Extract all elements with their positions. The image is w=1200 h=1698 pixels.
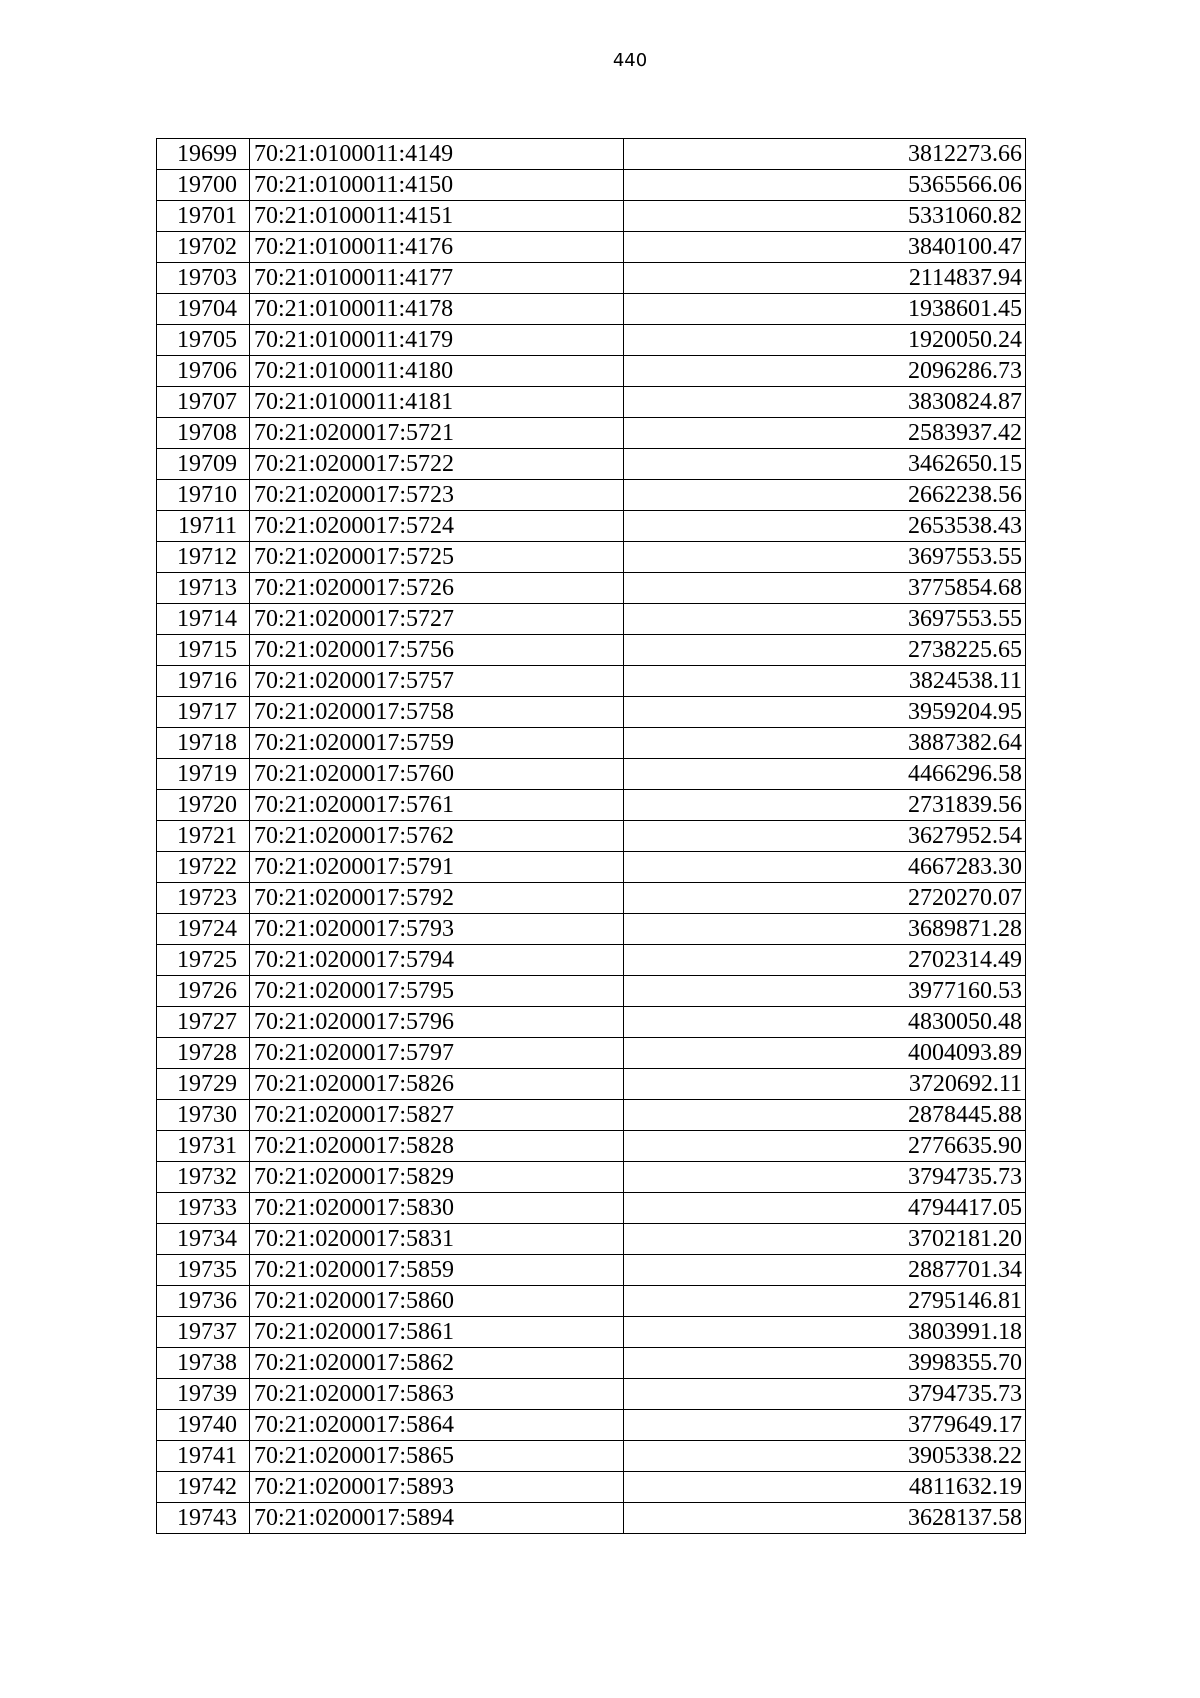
cadastral-value-cell: 3812273.66 xyxy=(624,139,1026,170)
row-number-cell: 19705 xyxy=(157,325,250,356)
cadastral-number-cell: 70:21:0200017:5794 xyxy=(250,945,624,976)
row-number-cell: 19740 xyxy=(157,1410,250,1441)
row-number-cell: 19736 xyxy=(157,1286,250,1317)
table-row xyxy=(157,1348,1026,1379)
cadastral-value-cell: 3697553.55 xyxy=(624,542,1026,573)
row-number-cell: 19703 xyxy=(157,263,250,294)
cadastral-value-cell: 2662238.56 xyxy=(624,480,1026,511)
row-number-cell: 19719 xyxy=(157,759,250,790)
cadastral-number-cell: 70:21:0100011:4176 xyxy=(250,232,624,263)
table-row xyxy=(157,1100,1026,1131)
row-number-cell: 19712 xyxy=(157,542,250,573)
cadastral-number-cell: 70:21:0200017:5792 xyxy=(250,883,624,914)
row-number-cell: 19715 xyxy=(157,635,250,666)
cadastral-number-cell: 70:21:0200017:5723 xyxy=(250,480,624,511)
cadastral-value-cell: 4830050.48 xyxy=(624,1007,1026,1038)
row-number-cell: 19704 xyxy=(157,294,250,325)
table-row xyxy=(157,1038,1026,1069)
cadastral-value-cell: 2878445.88 xyxy=(624,1100,1026,1131)
cadastral-number-cell: 70:21:0200017:5861 xyxy=(250,1317,624,1348)
cadastral-number-cell: 70:21:0200017:5761 xyxy=(250,790,624,821)
cadastral-number-cell: 70:21:0200017:5830 xyxy=(250,1193,624,1224)
cadastral-number-cell: 70:21:0200017:5796 xyxy=(250,1007,624,1038)
cadastral-value-cell: 3779649.17 xyxy=(624,1410,1026,1441)
table-row xyxy=(157,1131,1026,1162)
cadastral-number-cell: 70:21:0200017:5864 xyxy=(250,1410,624,1441)
cadastral-number-cell: 70:21:0200017:5756 xyxy=(250,635,624,666)
cadastral-value-cell: 4004093.89 xyxy=(624,1038,1026,1069)
cadastral-value-cell: 2653538.43 xyxy=(624,511,1026,542)
cadastral-number-cell: 70:21:0100011:4181 xyxy=(250,387,624,418)
cadastral-number-cell: 70:21:0200017:5758 xyxy=(250,697,624,728)
row-number-cell: 19739 xyxy=(157,1379,250,1410)
table-row xyxy=(157,542,1026,573)
table-row xyxy=(157,387,1026,418)
cadastral-number-cell: 70:21:0100011:4179 xyxy=(250,325,624,356)
row-number-cell: 19728 xyxy=(157,1038,250,1069)
row-number-cell: 19721 xyxy=(157,821,250,852)
cadastral-value-cell: 3720692.11 xyxy=(624,1069,1026,1100)
cadastral-value-cell: 2583937.42 xyxy=(624,418,1026,449)
cadastral-value-cell: 3830824.87 xyxy=(624,387,1026,418)
cadastral-value-cell: 3803991.18 xyxy=(624,1317,1026,1348)
row-number-cell: 19701 xyxy=(157,201,250,232)
table-row xyxy=(157,821,1026,852)
cadastral-value-cell: 3775854.68 xyxy=(624,573,1026,604)
table-row xyxy=(157,1410,1026,1441)
cadastral-value-cell: 3794735.73 xyxy=(624,1379,1026,1410)
cadastral-number-cell: 70:21:0200017:5863 xyxy=(250,1379,624,1410)
cadastral-value-cell: 3462650.15 xyxy=(624,449,1026,480)
cadastral-number-cell: 70:21:0100011:4177 xyxy=(250,263,624,294)
table-row xyxy=(157,263,1026,294)
table-row xyxy=(157,1472,1026,1503)
cadastral-number-cell: 70:21:0200017:5893 xyxy=(250,1472,624,1503)
cadastral-value-cell: 2731839.56 xyxy=(624,790,1026,821)
cadastral-number-cell: 70:21:0200017:5862 xyxy=(250,1348,624,1379)
cadastral-number-cell: 70:21:0100011:4151 xyxy=(250,201,624,232)
cadastral-number-cell: 70:21:0200017:5724 xyxy=(250,511,624,542)
row-number-cell: 19699 xyxy=(157,139,250,170)
cadastral-number-cell: 70:21:0100011:4180 xyxy=(250,356,624,387)
table-row xyxy=(157,1224,1026,1255)
cadastral-number-cell: 70:21:0200017:5826 xyxy=(250,1069,624,1100)
table-row xyxy=(157,697,1026,728)
cadastral-value-cell: 2096286.73 xyxy=(624,356,1026,387)
table-row xyxy=(157,573,1026,604)
cadastral-number-cell: 70:21:0100011:4150 xyxy=(250,170,624,201)
table-row xyxy=(157,1441,1026,1472)
row-number-cell: 19738 xyxy=(157,1348,250,1379)
table-row xyxy=(157,1503,1026,1534)
table-row xyxy=(157,1255,1026,1286)
cadastral-value-cell: 4811632.19 xyxy=(624,1472,1026,1503)
row-number-cell: 19707 xyxy=(157,387,250,418)
row-number-cell: 19741 xyxy=(157,1441,250,1472)
cadastral-number-cell: 70:21:0200017:5859 xyxy=(250,1255,624,1286)
table-row xyxy=(157,790,1026,821)
row-number-cell: 19717 xyxy=(157,697,250,728)
row-number-cell: 19725 xyxy=(157,945,250,976)
row-number-cell: 19731 xyxy=(157,1131,250,1162)
table-row xyxy=(157,480,1026,511)
cadastral-number-cell: 70:21:0200017:5793 xyxy=(250,914,624,945)
table-row xyxy=(157,976,1026,1007)
row-number-cell: 19708 xyxy=(157,418,250,449)
page-number: 440 xyxy=(612,50,648,71)
cadastral-number-cell: 70:21:0200017:5860 xyxy=(250,1286,624,1317)
table-row xyxy=(157,1379,1026,1410)
cadastral-number-cell: 70:21:0200017:5760 xyxy=(250,759,624,790)
table-row xyxy=(157,914,1026,945)
cadastral-number-cell: 70:21:0200017:5827 xyxy=(250,1100,624,1131)
cadastral-number-cell: 70:21:0200017:5721 xyxy=(250,418,624,449)
cadastral-number-cell: 70:21:0200017:5759 xyxy=(250,728,624,759)
cadastral-value-cell: 1938601.45 xyxy=(624,294,1026,325)
cadastral-value-cell: 2887701.34 xyxy=(624,1255,1026,1286)
table-row xyxy=(157,511,1026,542)
table-row xyxy=(157,635,1026,666)
table-row xyxy=(157,759,1026,790)
row-number-cell: 19742 xyxy=(157,1472,250,1503)
cadastral-number-cell: 70:21:0200017:5831 xyxy=(250,1224,624,1255)
cadastral-value-cell: 3824538.11 xyxy=(624,666,1026,697)
cadastral-value-cell: 2795146.81 xyxy=(624,1286,1026,1317)
cadastral-number-cell: 70:21:0200017:5795 xyxy=(250,976,624,1007)
row-number-cell: 19735 xyxy=(157,1255,250,1286)
row-number-cell: 19732 xyxy=(157,1162,250,1193)
cadastral-value-cell: 3702181.20 xyxy=(624,1224,1026,1255)
cadastral-value-cell: 2776635.90 xyxy=(624,1131,1026,1162)
cadastral-value-cell: 3628137.58 xyxy=(624,1503,1026,1534)
table-row xyxy=(157,883,1026,914)
row-number-cell: 19727 xyxy=(157,1007,250,1038)
cadastral-number-cell: 70:21:0200017:5828 xyxy=(250,1131,624,1162)
row-number-cell: 19714 xyxy=(157,604,250,635)
row-number-cell: 19709 xyxy=(157,449,250,480)
cadastral-number-cell: 70:21:0200017:5894 xyxy=(250,1503,624,1534)
row-number-cell: 19700 xyxy=(157,170,250,201)
row-number-cell: 19730 xyxy=(157,1100,250,1131)
table-row xyxy=(157,604,1026,635)
table-row xyxy=(157,1007,1026,1038)
row-number-cell: 19724 xyxy=(157,914,250,945)
cadastral-number-cell: 70:21:0200017:5726 xyxy=(250,573,624,604)
cadastral-value-cell: 1920050.24 xyxy=(624,325,1026,356)
cadastral-value-cell: 2720270.07 xyxy=(624,883,1026,914)
row-number-cell: 19723 xyxy=(157,883,250,914)
cadastral-number-cell: 70:21:0100011:4149 xyxy=(250,139,624,170)
table-row xyxy=(157,1162,1026,1193)
cadastral-value-cell: 4794417.05 xyxy=(624,1193,1026,1224)
table-row xyxy=(157,232,1026,263)
table-row xyxy=(157,1069,1026,1100)
row-number-cell: 19718 xyxy=(157,728,250,759)
table-row xyxy=(157,418,1026,449)
table-row xyxy=(157,666,1026,697)
table-row xyxy=(157,728,1026,759)
row-number-cell: 19716 xyxy=(157,666,250,697)
cadastral-value-cell: 3840100.47 xyxy=(624,232,1026,263)
cadastral-number-cell: 70:21:0200017:5725 xyxy=(250,542,624,573)
cadastral-value-cell: 3627952.54 xyxy=(624,821,1026,852)
cadastral-value-cell: 3905338.22 xyxy=(624,1441,1026,1472)
table-row xyxy=(157,294,1026,325)
row-number-cell: 19737 xyxy=(157,1317,250,1348)
cadastral-value-cell: 2114837.94 xyxy=(624,263,1026,294)
row-number-cell: 19734 xyxy=(157,1224,250,1255)
cadastral-number-cell: 70:21:0200017:5757 xyxy=(250,666,624,697)
cadastral-value-cell: 3977160.53 xyxy=(624,976,1026,1007)
cadastral-value-cell: 4466296.58 xyxy=(624,759,1026,790)
cadastral-number-cell: 70:21:0200017:5865 xyxy=(250,1441,624,1472)
cadastral-number-cell: 70:21:0100011:4178 xyxy=(250,294,624,325)
cadastral-value-cell: 5365566.06 xyxy=(624,170,1026,201)
cadastral-value-table xyxy=(156,138,1026,1534)
cadastral-number-cell: 70:21:0200017:5722 xyxy=(250,449,624,480)
cadastral-value-cell: 2702314.49 xyxy=(624,945,1026,976)
row-number-cell: 19720 xyxy=(157,790,250,821)
cadastral-value-cell: 3959204.95 xyxy=(624,697,1026,728)
table-row xyxy=(157,170,1026,201)
table-row xyxy=(157,852,1026,883)
cadastral-value-cell: 3689871.28 xyxy=(624,914,1026,945)
table-row xyxy=(157,449,1026,480)
row-number-cell: 19711 xyxy=(157,511,250,542)
row-number-cell: 19702 xyxy=(157,232,250,263)
cadastral-number-cell: 70:21:0200017:5797 xyxy=(250,1038,624,1069)
row-number-cell: 19713 xyxy=(157,573,250,604)
table-body xyxy=(157,139,1026,1534)
table-row xyxy=(157,1317,1026,1348)
cadastral-value-cell: 2738225.65 xyxy=(624,635,1026,666)
cadastral-number-cell: 70:21:0200017:5762 xyxy=(250,821,624,852)
cadastral-value-cell: 3887382.64 xyxy=(624,728,1026,759)
table-row xyxy=(157,1286,1026,1317)
cadastral-value-cell: 5331060.82 xyxy=(624,201,1026,232)
row-number-cell: 19743 xyxy=(157,1503,250,1534)
row-number-cell: 19733 xyxy=(157,1193,250,1224)
table-row xyxy=(157,139,1026,170)
row-number-cell: 19722 xyxy=(157,852,250,883)
cadastral-number-cell: 70:21:0200017:5791 xyxy=(250,852,624,883)
cadastral-value-cell: 3998355.70 xyxy=(624,1348,1026,1379)
row-number-cell: 19726 xyxy=(157,976,250,1007)
cadastral-value-cell: 4667283.30 xyxy=(624,852,1026,883)
row-number-cell: 19710 xyxy=(157,480,250,511)
table-row xyxy=(157,201,1026,232)
table-row xyxy=(157,1193,1026,1224)
row-number-cell: 19706 xyxy=(157,356,250,387)
cadastral-number-cell: 70:21:0200017:5829 xyxy=(250,1162,624,1193)
table-row xyxy=(157,325,1026,356)
row-number-cell: 19729 xyxy=(157,1069,250,1100)
cadastral-number-cell: 70:21:0200017:5727 xyxy=(250,604,624,635)
table-row xyxy=(157,945,1026,976)
table-row xyxy=(157,356,1026,387)
cadastral-value-cell: 3794735.73 xyxy=(624,1162,1026,1193)
cadastral-value-cell: 3697553.55 xyxy=(624,604,1026,635)
